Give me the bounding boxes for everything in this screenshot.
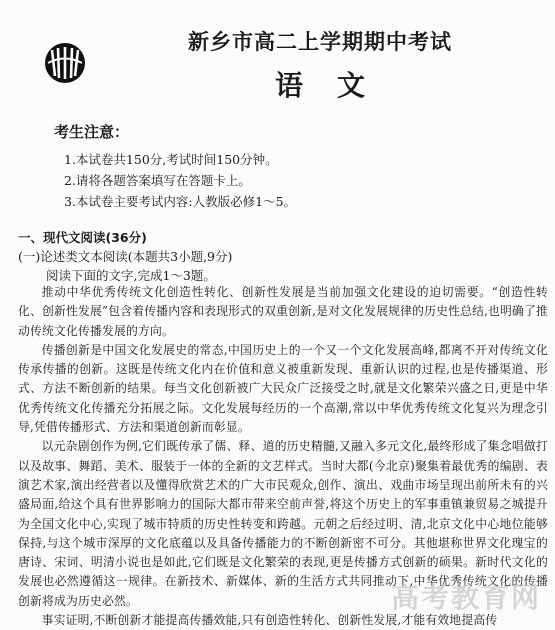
article-body [18, 283, 548, 630]
section-subheading: (一)论述类文本阅读(本题共3小题,9分) [18, 249, 233, 264]
article-paragraph: 推动中华优秀传统文化创造性转化、创新性发展是当前加强文化建设的迫切需要。“创造性转化、创新性发展”包含着传播内容和表现形式的双重创新,是对文化发展规律的历史性总结,也明确了推动传统文化传播发展的方向。 [18, 285, 548, 338]
notice-item: 1.本试卷共150分,考试时间150分钟。 [64, 152, 278, 167]
subject-title: 语文 [274, 69, 399, 102]
school-logo-icon [44, 42, 86, 84]
article-paragraph: 传播创新是中国文化发展史的常态,中国历史上的一个又一个文化发展高峰,都离不开对传统文化传承传播的创新。这既是传统文化内在价值和意义被重新发现、重新认识的过程,也是传播渠道、形式、方法不断创新的结果。每当文化创新被广大民众广泛接受之时,就是文化繁荣兴盛之日,更是中华优秀传统文化传播充分拓展之际。文化发展每经历的一个高潮,常以中华优秀传统文化复兴为理念引导,凭借传播形式、方法和渠道创新而彰显。 [18, 342, 548, 435]
notice-title: 考生注意： [54, 123, 130, 141]
notice-item: 2.请将各题答案填写在答题卡上。 [64, 173, 251, 188]
exam-title: 新乡市高二上学期期中考试 [188, 30, 452, 54]
reading-instruction: 阅读下面的文字,完成1～3题。 [46, 268, 216, 283]
article-paragraph: 事实证明,不断创新才能提高传播效能,只有创造性转化、创新性发展,才能有效地提高传 [41, 613, 498, 628]
section-heading: 一、现代文阅读(36分) [18, 230, 147, 245]
notice-item: 3.本试卷主要考试内容:人教版必修1～5。 [64, 194, 297, 209]
watermark: 高考教育网 [390, 581, 541, 614]
article-paragraph: 以元杂剧创作为例,它们既传承了儒、释、道的历史精髓,又融入多元文化,最终形成了集念唱做打以及故事、舞蹈、美术、服装于一体的全新的文艺样式。当时大都(今北京)聚集着最优秀的编剧、表演艺术家,演出经营者以及懂得欣赏艺术的广大市民观众,创作、演出、戏曲市场呈现出前所未有的兴盛局面,给这个具有世界影响力的国际大都市带来空前声誉,将这个历史上的军事重镇兼贸易之城提升为全国文化中心,实现了城市特质的历史性转变和跨越。元朝之后经过明、清,北京文化中心地位能够保持,与这个城市深厚的文化底蕴以及具备传播能力的不断创新密不可分。其他堪称世界文化瑰宝的唐诗、宋词、明清小说也是如此,它们既是文化繁荣的表现,更是传播方式创新的硕果。新时代文化的发展也必然遵循这一规律。在新技术、新媒体、新的生活方式共同推动下,中华优秀传统文化的传播创新将成为历史必然。 [18, 439, 548, 608]
